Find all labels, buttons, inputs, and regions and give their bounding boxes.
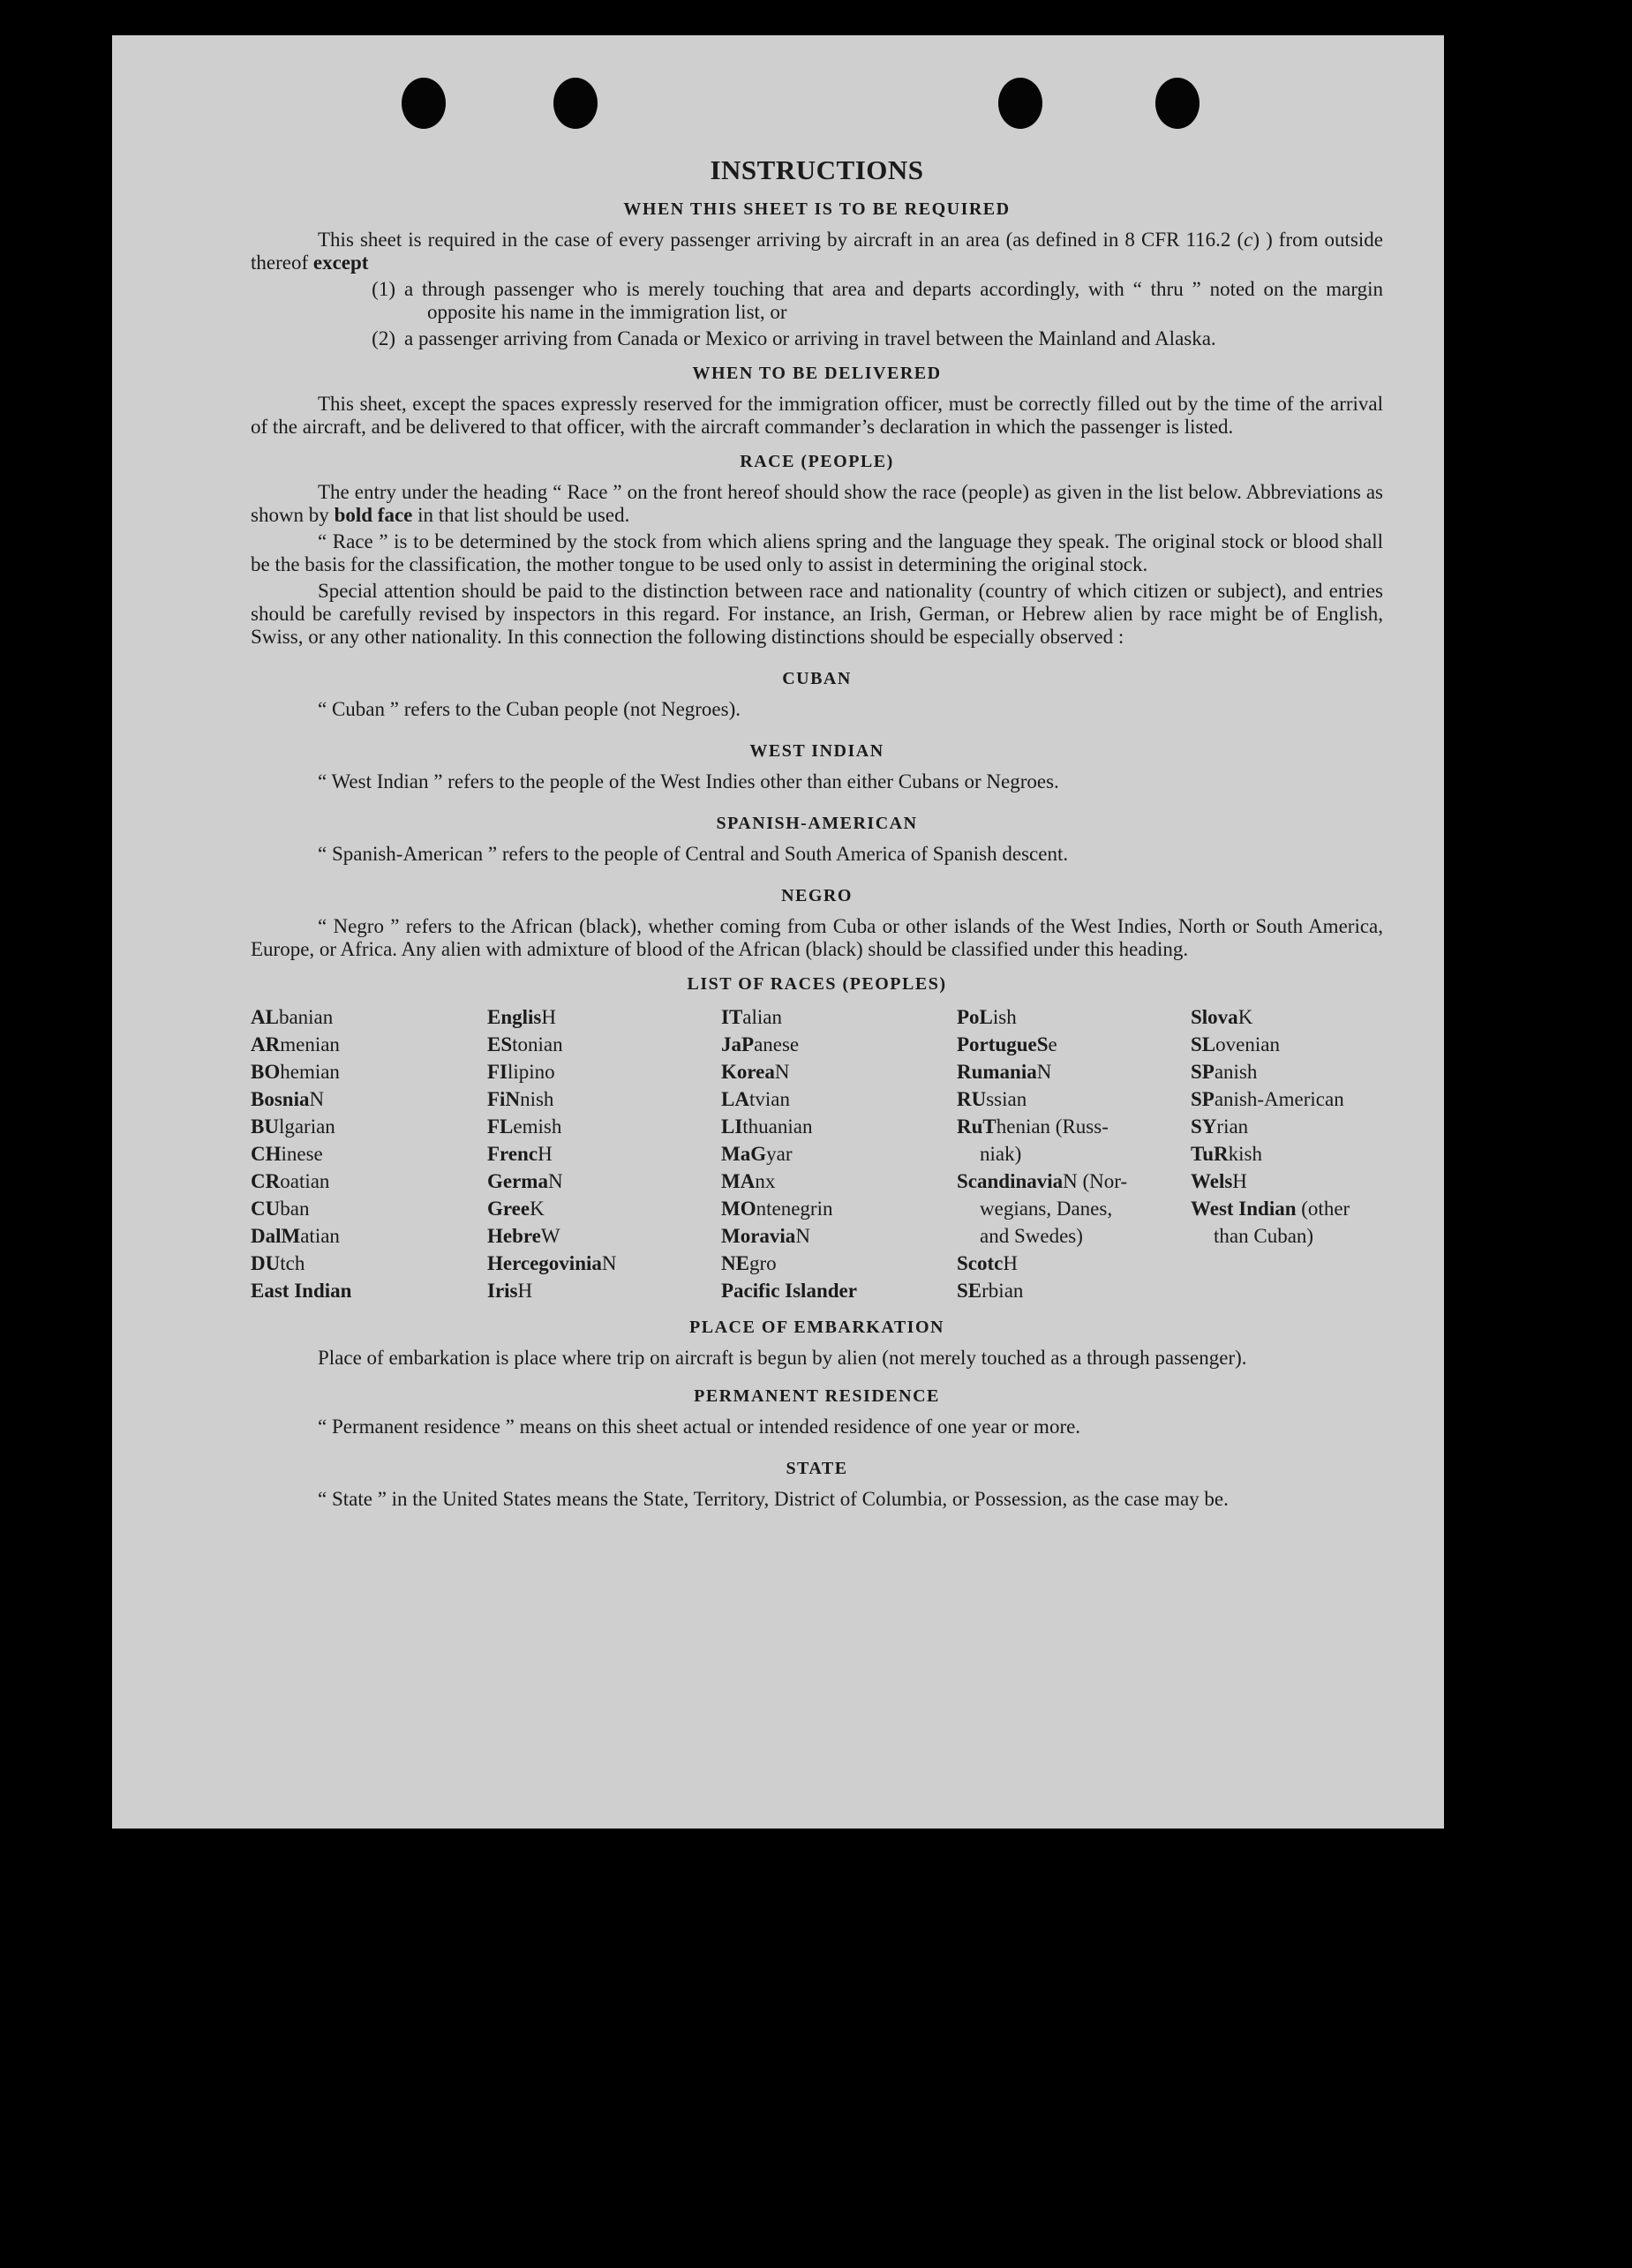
race-abbreviation: CR <box>251 1170 281 1192</box>
race-name-rest: H <box>1232 1170 1247 1192</box>
race-entry <box>957 1195 1191 1222</box>
races-column-1 <box>251 1003 487 1304</box>
section-heading-races-list: LIST OF RACES (PEOPLES) <box>687 974 947 994</box>
section-heading-embarkation: PLACE OF EMBARKATION <box>689 1318 944 1337</box>
race-entry <box>957 1113 1191 1140</box>
race-abbreviation: CU <box>251 1198 281 1220</box>
race-abbreviation: Korea <box>721 1061 775 1083</box>
required-intro <box>251 229 1383 274</box>
page-title: INSTRUCTIONS <box>710 154 924 185</box>
race-abbreviation: IT <box>721 1006 743 1028</box>
race-abbreviation: Scotc <box>957 1252 1004 1274</box>
punch-hole <box>402 78 446 129</box>
list-item-text: a passenger arriving from Canada or Mexico or arriving in travel between the Mainland and Alaska. <box>404 327 1216 349</box>
race-entry <box>1191 1222 1383 1250</box>
race-entry <box>1191 1195 1383 1222</box>
race-abbreviation: JaP <box>721 1033 755 1055</box>
race-entry <box>487 1031 721 1058</box>
race-entry <box>721 1113 957 1140</box>
instructions-content <box>251 154 1383 1514</box>
race-abbreviation: LA <box>721 1088 749 1110</box>
race-entry <box>251 1003 487 1031</box>
race-name-rest: atian <box>300 1225 340 1247</box>
race-abbreviation: LI <box>721 1115 743 1138</box>
race-abbreviation: CH <box>251 1143 282 1165</box>
race-abbreviation: SL <box>1191 1033 1216 1055</box>
race-entry <box>1191 1140 1383 1168</box>
race-paragraph-1 <box>251 481 1383 527</box>
delivered-text: This sheet, except the spaces expressly reserved for the immigration officer, must be correctly filled out by the time of the arrival of the aircraft, and be delivered to that officer, with the aircraft commander’s declaration in which the passenger is listed. <box>251 393 1383 438</box>
race-abbreviation: Iris <box>487 1280 518 1302</box>
race-abbreviation: SE <box>957 1280 982 1302</box>
race-entry <box>957 1085 1191 1113</box>
race-entry <box>957 1277 1191 1304</box>
race-name-rest: henian (Russ- <box>996 1115 1109 1138</box>
race-name-rest: banian <box>278 1006 334 1028</box>
race-name-rest: e <box>1048 1033 1057 1055</box>
race-entry <box>251 1250 487 1277</box>
race-name-rest: inese <box>281 1143 323 1165</box>
race-entry <box>487 1113 721 1140</box>
race-entry <box>721 1277 957 1304</box>
race-entry <box>1191 1003 1383 1031</box>
race-name-rest: H <box>541 1006 556 1028</box>
race-entry <box>487 1168 721 1195</box>
race-name-rest: lgarian <box>278 1115 335 1138</box>
race-entry <box>721 1250 957 1277</box>
race-abbreviation: TuR <box>1191 1143 1229 1165</box>
race-entry <box>251 1113 487 1140</box>
section-heading-delivered: WHEN TO BE DELIVERED <box>692 364 942 383</box>
race-entry <box>721 1222 957 1250</box>
race-entry <box>1191 1058 1383 1085</box>
race-name-rest: tvian <box>748 1088 790 1110</box>
race-entry <box>487 1085 721 1113</box>
race-abbreviation: MaG <box>721 1143 767 1165</box>
race-abbreviation: AL <box>251 1006 279 1028</box>
race-abbreviation: DalM <box>251 1225 301 1247</box>
race-name-rest: anish-American <box>1214 1088 1344 1110</box>
race-entry <box>1191 1085 1383 1113</box>
race-entry <box>487 1250 721 1277</box>
race-entry <box>957 1140 1191 1168</box>
race-abbreviation: AR <box>251 1033 281 1055</box>
race-abbreviation: Bosnia <box>251 1088 310 1110</box>
race-name-rest: K <box>1237 1006 1253 1028</box>
race-entry <box>487 1140 721 1168</box>
section-heading-residence: PERMANENT RESIDENCE <box>694 1386 940 1406</box>
race-abbreviation: West Indian <box>1191 1198 1297 1220</box>
race-abbreviation: Frenc <box>487 1143 538 1165</box>
race-entry <box>251 1222 487 1250</box>
list-item <box>251 278 1383 324</box>
race-abbreviation: East Indian <box>251 1280 352 1302</box>
race-entry <box>487 1222 721 1250</box>
race-entry <box>957 1058 1191 1085</box>
race-name-rest: N <box>547 1170 563 1192</box>
race-name-rest: H <box>1003 1252 1018 1274</box>
race-entry <box>721 1140 957 1168</box>
race-name-rest: rian <box>1216 1115 1249 1138</box>
race-p1-text-2: in that list should be used. <box>412 504 630 526</box>
race-entry <box>721 1085 957 1113</box>
race-name-rest: anese <box>754 1033 800 1055</box>
race-abbreviation: PoL <box>957 1006 993 1028</box>
race-abbreviation: NE <box>721 1252 749 1274</box>
race-abbreviation: Englis <box>487 1006 542 1028</box>
state-text: “ State ” in the United States means the State, Territory, District of Columbia, or Possession, as the case may be. <box>318 1488 1229 1510</box>
race-name-rest: thuanian <box>742 1115 813 1138</box>
race-name-rest: N <box>309 1088 325 1110</box>
list-item <box>251 327 1383 350</box>
list-item-number: (1) <box>372 278 395 300</box>
race-entry <box>251 1085 487 1113</box>
races-column-4 <box>957 1003 1191 1304</box>
race-name-rest: N <box>1036 1061 1052 1083</box>
punch-hole <box>1155 78 1200 129</box>
race-entry <box>251 1140 487 1168</box>
race-entry <box>957 1168 1191 1195</box>
race-abbreviation: FI <box>487 1061 508 1083</box>
race-entry <box>487 1277 721 1304</box>
race-name-rest: oatian <box>280 1170 330 1192</box>
race-name-rest: niak) <box>980 1143 1022 1165</box>
section-heading-spanish-american: SPANISH-AMERICAN <box>716 814 918 833</box>
section-heading-cuban: CUBAN <box>782 669 852 688</box>
races-column-2 <box>487 1003 721 1304</box>
required-intro-text-2: ) ) from outside thereof <box>251 229 1383 274</box>
race-name-rest: alian <box>742 1006 782 1028</box>
race-name-rest: than Cuban) <box>1214 1225 1314 1247</box>
races-column-5 <box>1191 1003 1383 1304</box>
race-entry <box>957 1222 1191 1250</box>
cuban-text: “ Cuban ” refers to the Cuban people (not Negroes). <box>318 698 741 720</box>
punch-hole <box>998 78 1042 129</box>
race-name-rest: ovenian <box>1215 1033 1280 1055</box>
race-abbreviation: Wels <box>1191 1170 1233 1192</box>
race-name-rest: kish <box>1228 1143 1262 1165</box>
race-abbreviation: RU <box>957 1088 987 1110</box>
race-name-rest: wegians, Danes, <box>980 1198 1113 1220</box>
race-entry <box>487 1003 721 1031</box>
residence-text: “ Permanent residence ” means on this sheet actual or intended residence of one year or more. <box>318 1416 1081 1438</box>
race-entry <box>1191 1031 1383 1058</box>
race-abbreviation: Rumania <box>957 1061 1037 1083</box>
section-heading-negro: NEGRO <box>781 886 853 905</box>
spanish-american-text: “ Spanish-American ” refers to the people of Central and South America of Spanish descent. <box>318 843 1069 865</box>
race-abbreviation: Pacific Islander <box>721 1280 857 1302</box>
punch-hole <box>553 78 598 129</box>
race-entry <box>251 1195 487 1222</box>
embarkation-text: Place of embarkation is place where trip on aircraft is begun by alien (not merely touched as a through passenger). <box>318 1347 1247 1369</box>
race-entry <box>487 1058 721 1085</box>
race-entry <box>957 1003 1191 1031</box>
race-name-rest: N <box>774 1061 790 1083</box>
race-name-rest: emish <box>513 1115 562 1138</box>
race-name-rest: yar <box>766 1143 793 1165</box>
required-intro-italic: c <box>1244 229 1253 251</box>
race-p1-text: The entry under the heading “ Race ” on the front hereof should show the race (people) as given in the list below. Abbreviations as shown by <box>251 481 1383 526</box>
race-abbreviation: SP <box>1191 1061 1215 1083</box>
race-entry <box>721 1003 957 1031</box>
race-name-rest: tch <box>280 1252 305 1274</box>
race-name-rest: tonian <box>512 1033 563 1055</box>
race-name-rest: nx <box>755 1170 776 1192</box>
race-name-rest: anish <box>1214 1061 1258 1083</box>
negro-text: “ Negro ” refers to the African (black), whether coming from Cuba or other islands of the West Indies, North or South America, Europe, or Africa. Any alien with admixture of blood of the African (black) should be classified under this heading. <box>251 915 1383 960</box>
race-name-rest: W <box>540 1225 560 1247</box>
race-paragraph-2: “ Race ” is to be determined by the stock from which aliens spring and the language they speak. The original stock or blood shall be the basis for the classification, the mother tongue to be used only to assist in determining the original stock. <box>251 530 1383 575</box>
race-name-rest: ish <box>992 1006 1017 1028</box>
race-name-rest: gro <box>748 1252 777 1274</box>
race-entry <box>1191 1168 1383 1195</box>
race-entry <box>721 1195 957 1222</box>
race-name-rest: and Swedes) <box>980 1225 1083 1247</box>
required-except: except <box>312 252 369 274</box>
race-abbreviation: PortugueS <box>957 1033 1049 1055</box>
race-name-rest: menian <box>280 1033 340 1055</box>
race-entry <box>721 1058 957 1085</box>
race-abbreviation: DU <box>251 1252 281 1274</box>
document-page <box>112 35 1444 1829</box>
race-name-rest: ban <box>280 1198 310 1220</box>
race-name-rest: ntenegrin <box>756 1198 833 1220</box>
race-entry <box>957 1250 1191 1277</box>
list-item-text: a through passenger who is merely touching that area and departs accordingly, with “ thru ” noted on the margin opposite his name in the immigration list, or <box>404 278 1383 323</box>
race-abbreviation: BU <box>251 1115 279 1138</box>
race-name-rest: N <box>795 1225 810 1247</box>
race-abbreviation: Germa <box>487 1170 548 1192</box>
race-abbreviation: SP <box>1191 1088 1215 1110</box>
race-entry <box>251 1277 487 1304</box>
race-name-rest: (other <box>1296 1198 1350 1220</box>
race-name-rest: N (Nor- <box>1063 1170 1128 1192</box>
section-heading-west-indian: WEST INDIAN <box>749 741 884 761</box>
race-name-rest: K <box>530 1198 545 1220</box>
race-entry <box>487 1195 721 1222</box>
race-abbreviation: Moravia <box>721 1225 796 1247</box>
race-abbreviation: Gree <box>487 1198 530 1220</box>
section-heading-race: RACE (PEOPLE) <box>740 452 894 471</box>
race-name-rest: H <box>517 1280 533 1302</box>
race-name-rest: ssian <box>986 1088 1027 1110</box>
race-abbreviation: Hercegovinia <box>487 1252 602 1274</box>
race-entry <box>957 1031 1191 1058</box>
section-heading-state: STATE <box>786 1459 848 1478</box>
race-entry <box>721 1031 957 1058</box>
list-item-number: (2) <box>372 327 395 349</box>
race-abbreviation: SY <box>1191 1115 1217 1138</box>
race-abbreviation: MO <box>721 1198 756 1220</box>
race-p1-bold: bold face <box>334 504 413 526</box>
race-entry <box>251 1058 487 1085</box>
section-heading-required: WHEN THIS SHEET IS TO BE REQUIRED <box>623 199 1011 219</box>
race-abbreviation: Slova <box>1191 1006 1238 1028</box>
race-paragraph-3: Special attention should be paid to the distinction between race and nationality (country of which citizen or subject), and entries should be carefully revised by inspectors in this regard. For instance, an Irish, German, or Hebrew alien by race might be of English, Swiss, or any other nationality. In this connection the following distinctions should be especially observed : <box>251 580 1383 648</box>
required-intro-text: This sheet is required in the case of every passenger arriving by aircraft in an area (as defined in 8 CFR 116.2 ( <box>318 229 1245 251</box>
race-abbreviation: ES <box>487 1033 513 1055</box>
races-column-3 <box>721 1003 957 1304</box>
races-list <box>251 1003 1383 1304</box>
race-abbreviation: RuT <box>957 1115 996 1138</box>
race-name-rest: N <box>601 1252 617 1274</box>
race-entry <box>1191 1113 1383 1140</box>
race-abbreviation: MA <box>721 1170 756 1192</box>
race-name-rest: nish <box>520 1088 554 1110</box>
west-indian-text: “ West Indian ” refers to the people of the West Indies other than either Cubans or Negroes. <box>318 770 1059 792</box>
race-name-rest: rbian <box>981 1280 1024 1302</box>
race-abbreviation: FL <box>487 1115 514 1138</box>
race-entry <box>251 1031 487 1058</box>
race-entry <box>251 1168 487 1195</box>
race-abbreviation: BO <box>251 1061 281 1083</box>
race-name-rest: lipino <box>508 1061 555 1083</box>
race-entry <box>721 1168 957 1195</box>
race-abbreviation: FiN <box>487 1088 521 1110</box>
race-name-rest: H <box>538 1143 553 1165</box>
race-abbreviation: Scandinavia <box>957 1170 1064 1192</box>
race-name-rest: hemian <box>280 1061 340 1083</box>
race-abbreviation: Hebre <box>487 1225 541 1247</box>
